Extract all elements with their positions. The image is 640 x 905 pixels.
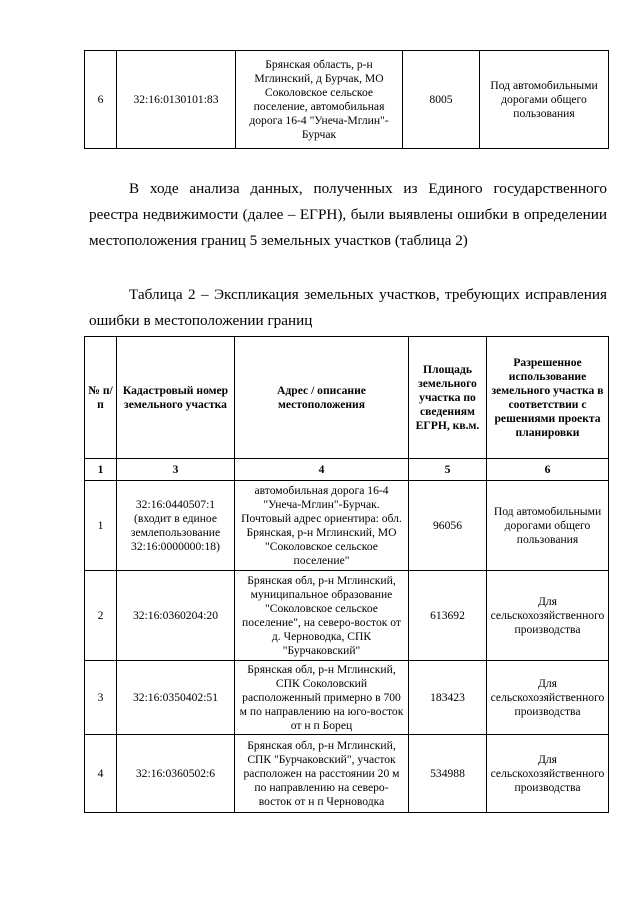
column-number: 1: [85, 459, 117, 481]
usage-cell: Под автомобильными дорогами общего пользования: [487, 481, 609, 571]
address-cell: Брянская область, р-н Мглинский, д Бурчак, МО Соколовское сельское поселение, автомобильная дорога 16-4 "Унеча-Мглин"-Бурчак: [236, 51, 403, 149]
land-plots-table: [84, 336, 609, 813]
cadastral-number-cell: 32:16:0360502:6: [117, 735, 235, 813]
usage-cell: Для сельскохозяйственного производства: [487, 735, 609, 813]
area-cell: 613692: [409, 571, 487, 661]
row-number-cell: 1: [85, 481, 117, 571]
column-number: 3: [117, 459, 235, 481]
address-cell: Брянская обл, р-н Мглинский, СПК "Бурчаковский", участок расположен на расстоянии 20 м по направлению на северо-восток от н п Черноводка: [235, 735, 409, 813]
area-cell: 534988: [409, 735, 487, 813]
address-cell: автомобильная дорога 16-4 "Унеча-Мглин"-Бурчак. Почтовый адрес ориентира: обл. Брянская, р-н Мглинский, МО "Соколовское сельское поселение": [235, 481, 409, 571]
cadastral-number-cell: 32:16:0360204:20: [117, 571, 235, 661]
column-number: 6: [487, 459, 609, 481]
header-area: Площадь земельного участка по сведениям ЕГРН, кв.м.: [409, 337, 487, 459]
analysis-paragraph: [89, 176, 607, 254]
table-caption-text: Таблица 2 – Экспликация земельных участков, требующих исправления ошибки в местоположении границ: [89, 286, 607, 329]
table-caption: [89, 282, 607, 334]
analysis-paragraph-text: В ходе анализа данных, полученных из Единого государственного реестра недвижимости (далее – ЕГРН), были выявлены ошибки в определении местоположения границ 5 земельных участков (таблица 2): [89, 180, 607, 249]
cadastral-number-cell: 32:16:0350402:51: [117, 661, 235, 735]
table-header-row: [85, 337, 609, 459]
cadastral-number-cell: 32:16:0130101:83: [117, 51, 236, 149]
row-number-cell: 2: [85, 571, 117, 661]
header-cadastral: Кадастровый номер земельного участка: [117, 337, 235, 459]
table-row: [85, 481, 609, 571]
header-num: № п/п: [85, 337, 117, 459]
top-table-fragment: [84, 50, 609, 149]
area-cell: 183423: [409, 661, 487, 735]
area-cell: 96056: [409, 481, 487, 571]
row-number-cell: 3: [85, 661, 117, 735]
header-address: Адрес / описание местоположения: [235, 337, 409, 459]
area-cell: 8005: [403, 51, 480, 149]
usage-cell: Для сельскохозяйственного производства: [487, 661, 609, 735]
column-number: 4: [235, 459, 409, 481]
row-number-cell: 6: [85, 51, 117, 149]
table-row: [85, 571, 609, 661]
row-number-cell: 4: [85, 735, 117, 813]
usage-cell: Под автомобильными дорогами общего пользования: [480, 51, 609, 149]
column-number-row: [85, 459, 609, 481]
column-number: 5: [409, 459, 487, 481]
table-row: [85, 51, 609, 149]
address-cell: Брянская обл, р-н Мглинский, муниципальное образование "Соколовское сельское поселение", на северо-восток от д. Черноводка, СПК "Бурчаковский": [235, 571, 409, 661]
header-usage: Разрешенное использование земельного участка в соответствии с решениями проекта планировки: [487, 337, 609, 459]
usage-cell: Для сельскохозяйственного производства: [487, 571, 609, 661]
table-row: [85, 735, 609, 813]
table-row: [85, 661, 609, 735]
address-cell: Брянская обл, р-н Мглинский, СПК Соколовский расположенный примерно в 700 м по направлению на юго-восток от н п Борец: [235, 661, 409, 735]
cadastral-number-cell: 32:16:0440507:1 (входит в единое землепользование 32:16:0000000:18): [117, 481, 235, 571]
